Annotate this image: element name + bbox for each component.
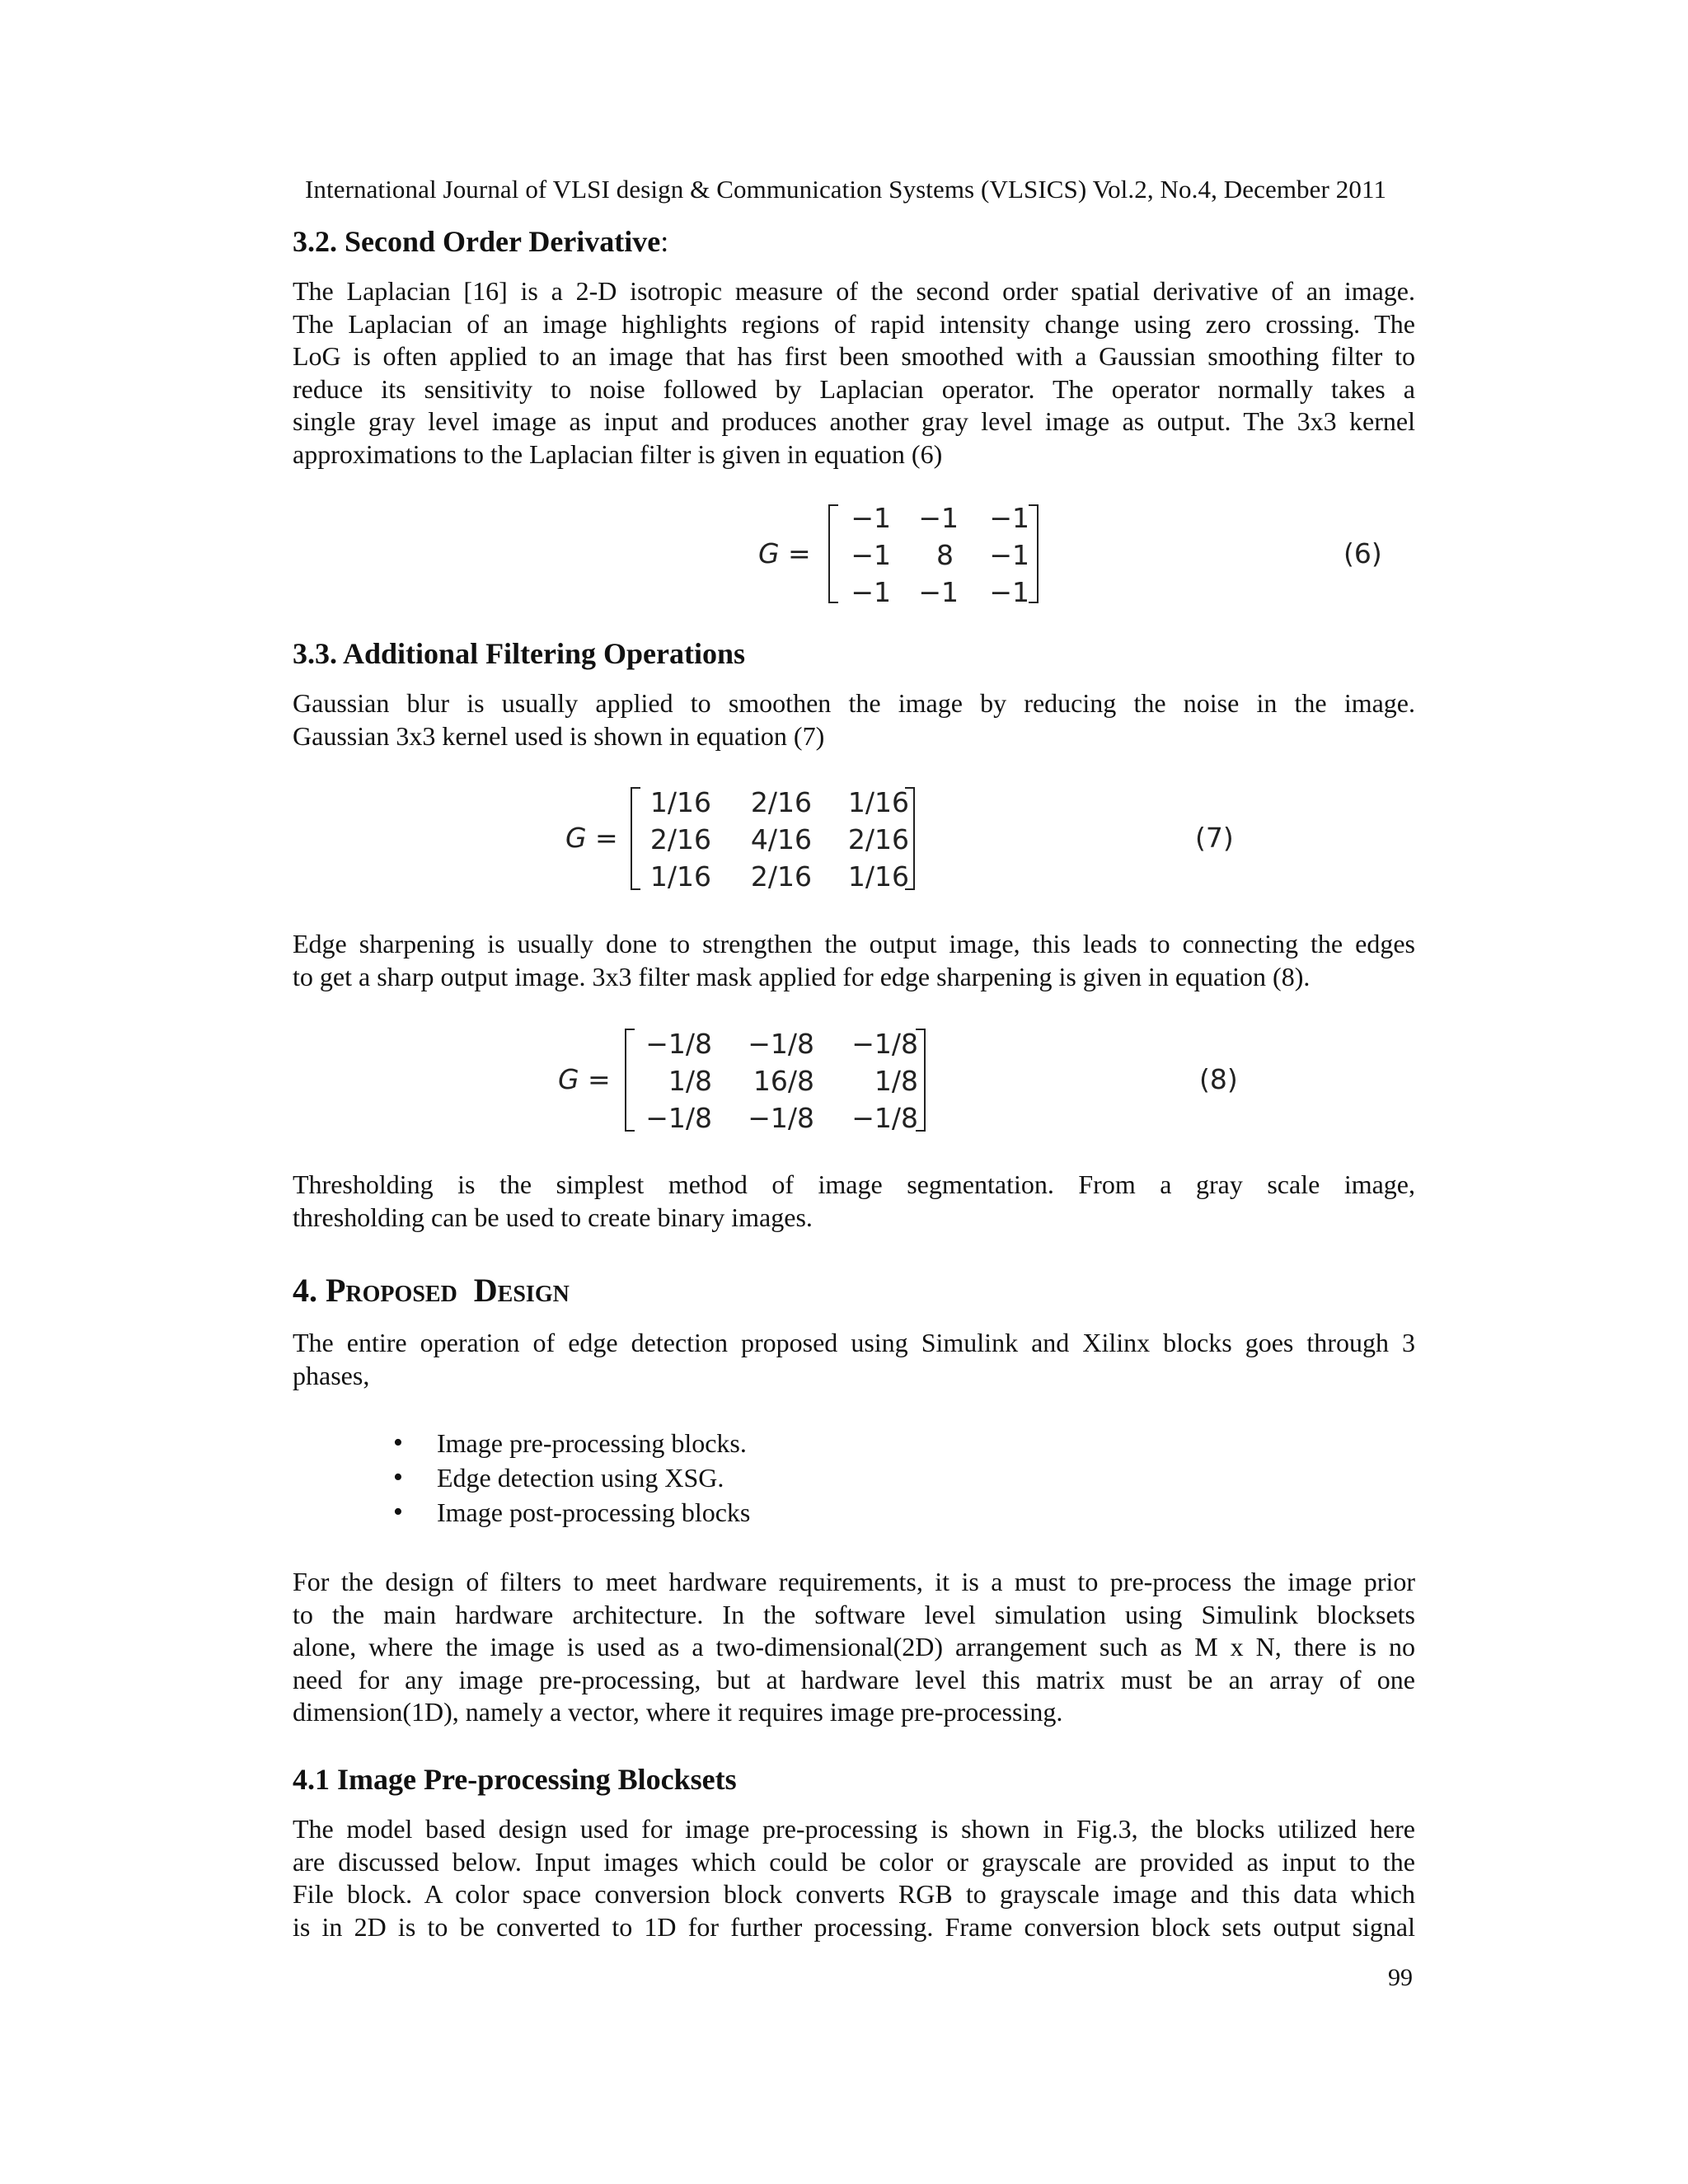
matrix-cell: −1/8 [748, 1102, 814, 1134]
matrix-row [630, 1062, 918, 1099]
matrix-row [635, 784, 909, 821]
matrix-cell: 1/8 [874, 1065, 918, 1097]
matrix-cell: −1 [989, 576, 1029, 608]
left-bracket [828, 504, 838, 603]
text-line: Gaussian blur is usually applied to smoothen the image by reducing the noise in the image. [293, 688, 1415, 718]
matrix-cell: 2/16 [847, 823, 909, 855]
bullet-icon: • [393, 1427, 403, 1458]
section-heading-4 [293, 1271, 570, 1310]
paragraph-gaussian [293, 687, 1415, 752]
text-line: The model based design used for image pre-processing is shown in Fig.3, the blocks utilized here [293, 1814, 1415, 1844]
matrix-cell: 1/16 [649, 860, 711, 893]
matrix-cell: 1/8 [668, 1065, 712, 1097]
matrix-cell: −1 [851, 502, 891, 534]
text-line: need for any image pre-processing, but at hardware level this matrix must be an array of one [293, 1664, 1415, 1694]
matrix-cell: −1/8 [851, 1028, 918, 1060]
matrix-cell: −1/8 [645, 1028, 712, 1060]
matrix-cell: 2/16 [750, 786, 812, 818]
text-line: The entire operation of edge detection proposed using Simulink and Xilinx blocks goes through 3 [293, 1328, 1415, 1357]
matrix-row [635, 858, 909, 895]
section-heading-3-2-text: 3.2. Second Order Derivative [293, 225, 661, 258]
paragraph-laplacian [293, 275, 1415, 471]
text-line: to get a sharp output image. 3x3 filter mask applied for edge sharpening is given in equation (8). [293, 961, 1311, 991]
text-line: For the design of filters to meet hardware requirements, it is a must to pre-process the image prior [293, 1567, 1415, 1596]
list-item-text: Image post-processing blocks [437, 1497, 751, 1527]
equation-number: (6) [1343, 537, 1382, 569]
matrix-cell: −1 [989, 502, 1029, 534]
text-line: Gaussian 3x3 kernel used is shown in equation (7) [293, 720, 825, 751]
text-line: Thresholding is the simplest method of image segmentation. From a gray scale image, [293, 1169, 1415, 1199]
matrix-cell: −1 [851, 539, 891, 571]
matrix-row [840, 499, 1029, 537]
text-line: reduce its sensitivity to noise followed by Laplacian operator. The operator normally takes a [293, 373, 1415, 404]
matrix-cell: −1 [989, 539, 1029, 571]
text-line: single gray level image as input and produces another gray level image as output. The 3x3 kernel [293, 406, 1415, 436]
equation-lhs: G = [558, 1063, 611, 1095]
matrix-row [840, 574, 1029, 611]
heading-number: 4. [293, 1272, 317, 1309]
paragraph-proposed-intro [293, 1327, 1415, 1392]
text-line: LoG is often applied to an image that has first been smoothed with a Gaussian smoothing filter to [293, 341, 1415, 371]
matrix-row [840, 537, 1029, 574]
matrix-cell: 2/16 [750, 860, 812, 893]
text-line: approximations to the Laplacian filter is given in equation (6) [293, 438, 943, 469]
list-item-text: Edge detection using XSG. [437, 1463, 724, 1493]
matrix-cell: −1/8 [645, 1102, 712, 1134]
text-line: alone, where the image is used as a two-dimensional(2D) arrangement such as M x N, there is no [293, 1632, 1415, 1661]
matrix-row [630, 1099, 918, 1137]
text-line: thresholding can be used to create binary images. [293, 1202, 813, 1232]
right-bracket [1029, 504, 1039, 603]
sharpening-matrix [625, 1029, 926, 1132]
equation-lhs: G = [758, 537, 811, 569]
matrix-cell: 8 [936, 539, 954, 571]
matrix-cell: 2/16 [649, 823, 711, 855]
list-item [387, 1495, 750, 1530]
text-line: File block. A color space conversion block converts RGB to grayscale image and this data which [293, 1879, 1415, 1909]
text-line: The Laplacian [16] is a 2-D isotropic measure of the second order spatial derivative of an image. [293, 276, 1415, 306]
section-heading-3-3: 3.3. Additional Filtering Operations [293, 637, 746, 670]
text-line: The Laplacian of an image highlights regions of rapid intensity change using zero crossing. The [293, 308, 1415, 339]
matrix-cell: 16/8 [753, 1065, 814, 1097]
matrix-cell: −1 [918, 502, 959, 534]
running-header: International Journal of VLSI design & Communication Systems (VLSICS) Vol.2, No.4, December 2011 [305, 175, 1387, 204]
text-line: is in 2D is to be converted to 1D for further processing. Frame conversion block sets output signal [293, 1911, 1415, 1942]
matrix-cell: 1/16 [847, 860, 909, 893]
matrix-row [630, 1025, 918, 1062]
gaussian-matrix [631, 786, 915, 893]
text-line: to the main hardware architecture. In the software level simulation using Simulink blocksets [293, 1599, 1415, 1629]
equation-number: (7) [1195, 822, 1234, 854]
matrix-table [635, 784, 909, 895]
bullet-icon: • [393, 1497, 403, 1527]
matrix-row [635, 821, 909, 858]
matrix-cell: −1/8 [748, 1028, 814, 1060]
equation-number: (8) [1199, 1063, 1238, 1095]
list-item [387, 1426, 750, 1460]
list-item-text: Image pre-processing blocks. [437, 1428, 747, 1458]
matrix-cell: 4/16 [750, 823, 812, 855]
matrix-cell: −1 [851, 576, 891, 608]
section-heading-4-1: 4.1 Image Pre-processing Blocksets [293, 1763, 737, 1796]
equation-lhs: G = [565, 822, 618, 854]
heading-word: Design [473, 1272, 570, 1309]
paragraph-preprocessing [293, 1813, 1415, 1943]
heading-word: Proposed [326, 1272, 457, 1309]
matrix-table [630, 1025, 918, 1137]
list-item [387, 1460, 750, 1495]
matrix-cell: 1/16 [649, 786, 711, 818]
paragraph-thresholding [293, 1169, 1415, 1234]
page-number: 99 [1388, 1964, 1413, 1991]
heading-colon: : [660, 225, 669, 258]
phase-list [387, 1426, 750, 1530]
text-line: Edge sharpening is usually done to strengthen the output image, this leads to connecting the edges [293, 929, 1415, 958]
laplacian-matrix [828, 502, 1039, 608]
paragraph-sharpening [293, 928, 1415, 993]
matrix-cell: 1/16 [847, 786, 909, 818]
matrix-cell: −1 [918, 576, 959, 608]
section-heading-3-2 [293, 224, 668, 259]
text-line: are discussed below. Input images which could be color or grayscale are provided as input to the [293, 1846, 1415, 1877]
bullet-icon: • [393, 1462, 403, 1493]
matrix-table [840, 499, 1029, 611]
matrix-cell: −1/8 [851, 1102, 918, 1134]
text-line: dimension(1D), namely a vector, where it requires image pre-processing. [293, 1697, 1063, 1727]
paragraph-proposed-body [293, 1566, 1415, 1729]
text-line: phases, [293, 1360, 370, 1390]
